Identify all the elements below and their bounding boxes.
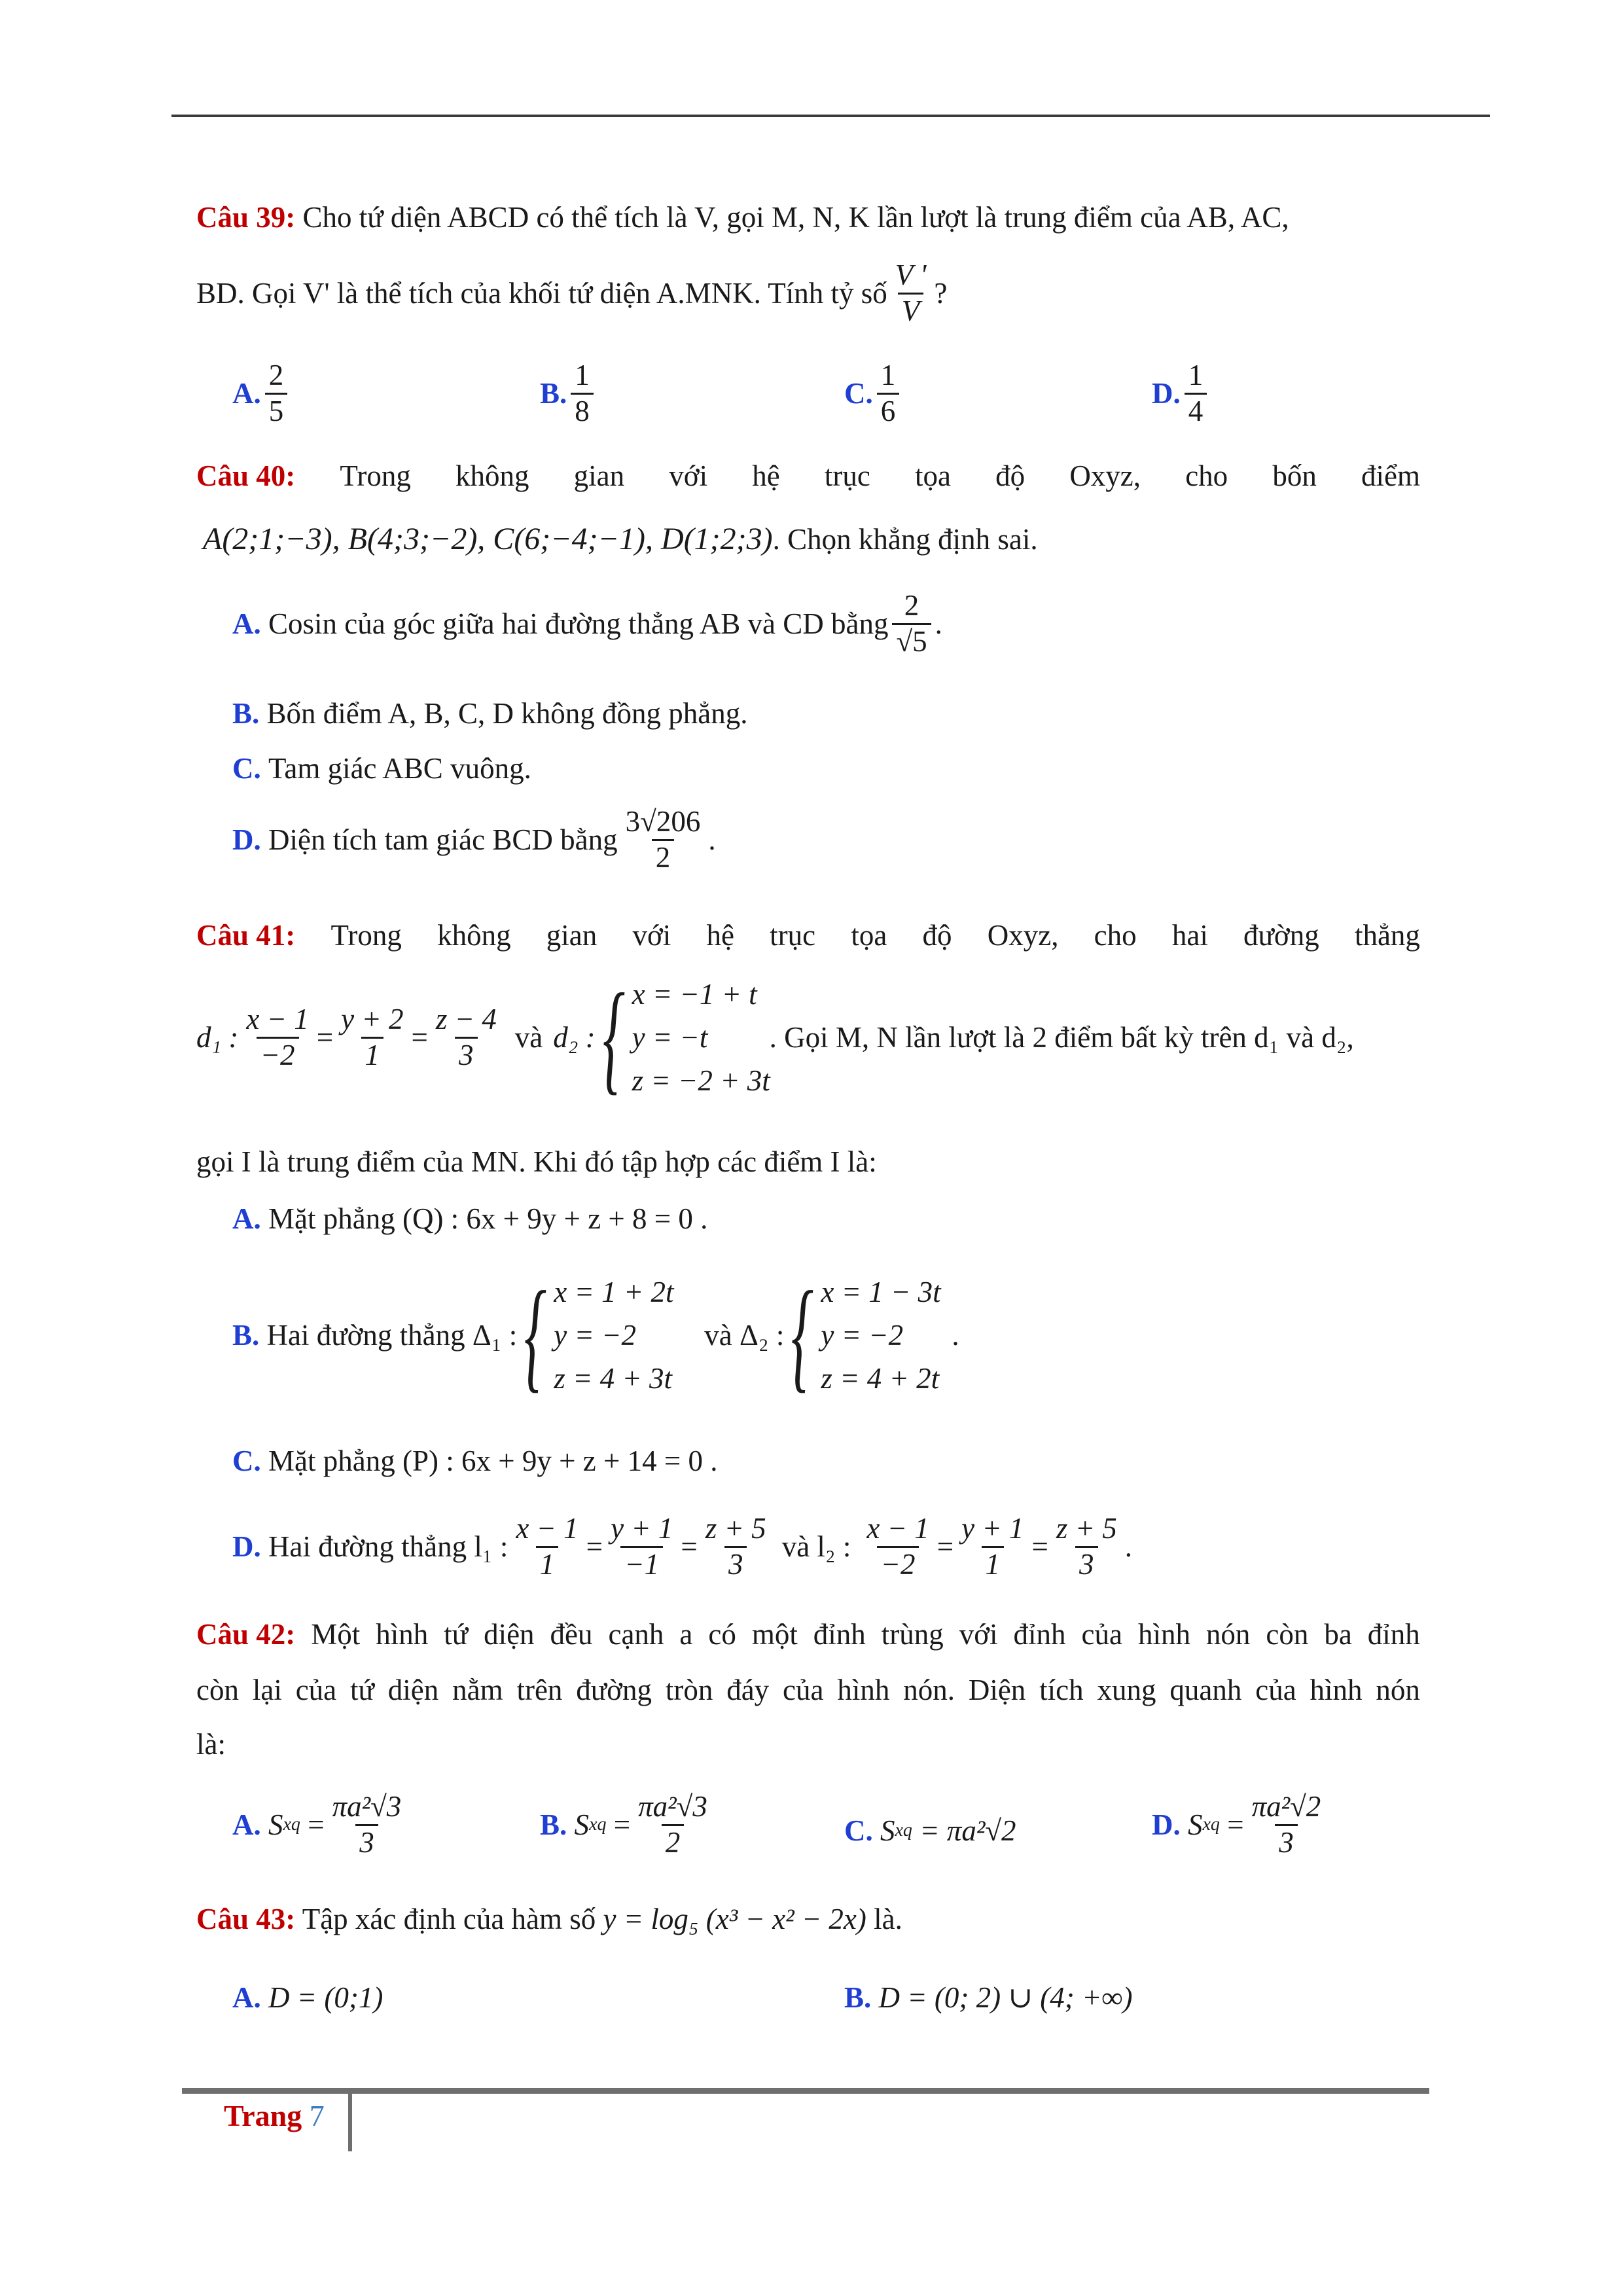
q41-option-a[interactable]: A. Mặt phẳng (Q) : 6x + 9y + z + 8 = 0 . xyxy=(232,1202,708,1235)
q39-line1 xyxy=(196,200,1289,235)
q41-option-b[interactable]: B. Hai đường thẳng Δ₁ : { x = 1 + 2t y = −2 z = 4 + 3t và Δ₂ : { x = 1 − 3t y = −2 z = 4 + 2t . xyxy=(232,1266,959,1404)
q42-options xyxy=(232,1790,1476,1882)
q42-line3: là: xyxy=(196,1728,226,1761)
q39-option-b[interactable]: B. $\frac{1}{8}$ xyxy=(540,359,597,429)
q40-points: A(2;1;−3), B(4;3;−2), C(6;−4;−1), D(1;2;3) xyxy=(203,522,773,556)
footer-divider xyxy=(348,2094,352,2151)
q40-line1: Câu 40: Trong không gian với hệ trục tọa độ Oxyz, cho bốn điểm xyxy=(196,459,1420,492)
page-number xyxy=(224,2098,325,2134)
q42-option-a[interactable]: A. S xq = $\frac{\text{πa²√3}}{3}$ xyxy=(232,1790,402,1859)
q41-d2-label: d₂ : xyxy=(553,1021,596,1054)
footer-rule xyxy=(182,2088,1429,2094)
q40-option-d[interactable]: D. Diện tích tam giác BCD bằng $\frac{3√206}{2}$ . xyxy=(232,805,716,874)
q43-function: y = log₅ (x³ − x² − 2x) xyxy=(603,1903,866,1935)
q42-line1: Câu 42: Một hình tứ diện đều cạnh a có một đỉnh trùng với đỉnh của hình nón còn ba đỉnh xyxy=(196,1618,1420,1651)
q43-label: Câu 43: xyxy=(196,1903,296,1935)
q39-text2: BD. Gọi V' là thể tích của khối tứ diện A.MNK. Tính tỷ số xyxy=(196,277,887,310)
page-value: 7 xyxy=(309,2099,325,2132)
q41-label: Câu 41: xyxy=(196,919,296,952)
q41-option-d[interactable]: D. Hai đường thẳng l₁ : $\frac{x - 1}{1}$ = $\frac{y + 1}{-1}$ = $\frac{z + 5}{3}$ và l₂ : $\frac{x - 1}{-2}$ = $\frac{y + 1}{1}$ = $\frac{z + 5}{3}$ . xyxy=(232,1512,1132,1581)
q39-option-d[interactable]: D. $\frac{1}{4}$ xyxy=(1152,359,1211,429)
q39-label: Câu 39: xyxy=(196,201,296,234)
page-label: Trang xyxy=(224,2099,302,2132)
q39-text1: Cho tứ diện ABCD có thể tích là V, gọi M, N, K lần lượt là trung điểm của AB, AC, xyxy=(295,201,1289,234)
q40-line2 xyxy=(203,520,1038,558)
q42-line2: còn lại của tứ diện nằm trên đường tròn đáy của hình nón. Diện tích xung quanh của hình nón xyxy=(196,1674,1420,1706)
q40-label: Câu 40: xyxy=(196,459,296,492)
q43-line1: Câu 43: Tập xác định của hàm số y = log₅ (x³ − x² − 2x) là. xyxy=(196,1903,902,1935)
q39-options xyxy=(232,359,1279,437)
q39-ratio: $\frac{V '}{V}$ xyxy=(895,259,927,327)
q40-option-a[interactable]: A. Cosin của góc giữa hai đường thẳng AB và CD bằng $\frac{2}{√5}$ . xyxy=(232,589,942,658)
q41-line1: Câu 41: Trong không gian với hệ trục tọa độ Oxyz, cho hai đường thẳng xyxy=(196,919,1420,952)
q39-end: ? xyxy=(934,277,948,310)
q42-option-c[interactable]: C. S xq = πa²√2 xyxy=(844,1814,1016,1847)
q39-line2 xyxy=(196,259,947,329)
q40-option-b[interactable]: B. Bốn điểm A, B, C, D không đồng phẳng. xyxy=(232,697,748,730)
q41-line3: gọi I là trung điểm của MN. Khi đó tập hợp các điểm I là: xyxy=(196,1145,877,1178)
q40-tail: . Chọn khẳng định sai. xyxy=(772,523,1038,556)
q43-option-b[interactable]: B. D = (0; 2) ∪ (4; +∞) xyxy=(844,1981,1133,2014)
q42-option-b[interactable]: B. S xq = $\frac{\text{πa²√3}}{2}$ xyxy=(540,1790,707,1859)
header-rule xyxy=(171,115,1490,117)
q41-option-c[interactable]: C. Mặt phẳng (P) : 6x + 9y + z + 14 = 0 . xyxy=(232,1444,718,1477)
q41-d1-label: d₁ : xyxy=(196,1021,239,1054)
q40-option-c[interactable]: C. Tam giác ABC vuông. xyxy=(232,752,531,785)
q42-label: Câu 42: xyxy=(196,1618,296,1651)
q41-tail: . Gọi M, N lần lượt là 2 điểm bất kỳ trên d₁ và d₂, xyxy=(769,1021,1354,1054)
q39-option-a[interactable]: A. $\frac{2}{5}$ xyxy=(232,359,291,429)
q43-option-a[interactable]: A. D = (0;1) xyxy=(232,1981,383,2014)
q42-option-d[interactable]: D. S xq = $\frac{\text{πa²√2}}{3}$ xyxy=(1152,1790,1321,1859)
q39-option-c[interactable]: C. $\frac{1}{6}$ xyxy=(844,359,903,429)
q41-d2-system: { x = −1 + t y = −t z = −2 + 3t xyxy=(602,969,770,1106)
q41-line2: d₁ : $\frac{x - 1}{-2}$ = $\frac{y + 2}{1}$ = $\frac{z - 4}{3}$ và d₂ : { x = −1 + t y = −t z = −2 + 3t . Gọi M, N lần lượt là 2 điểm bất kỳ trên d₁ và d₂, xyxy=(196,969,1354,1106)
